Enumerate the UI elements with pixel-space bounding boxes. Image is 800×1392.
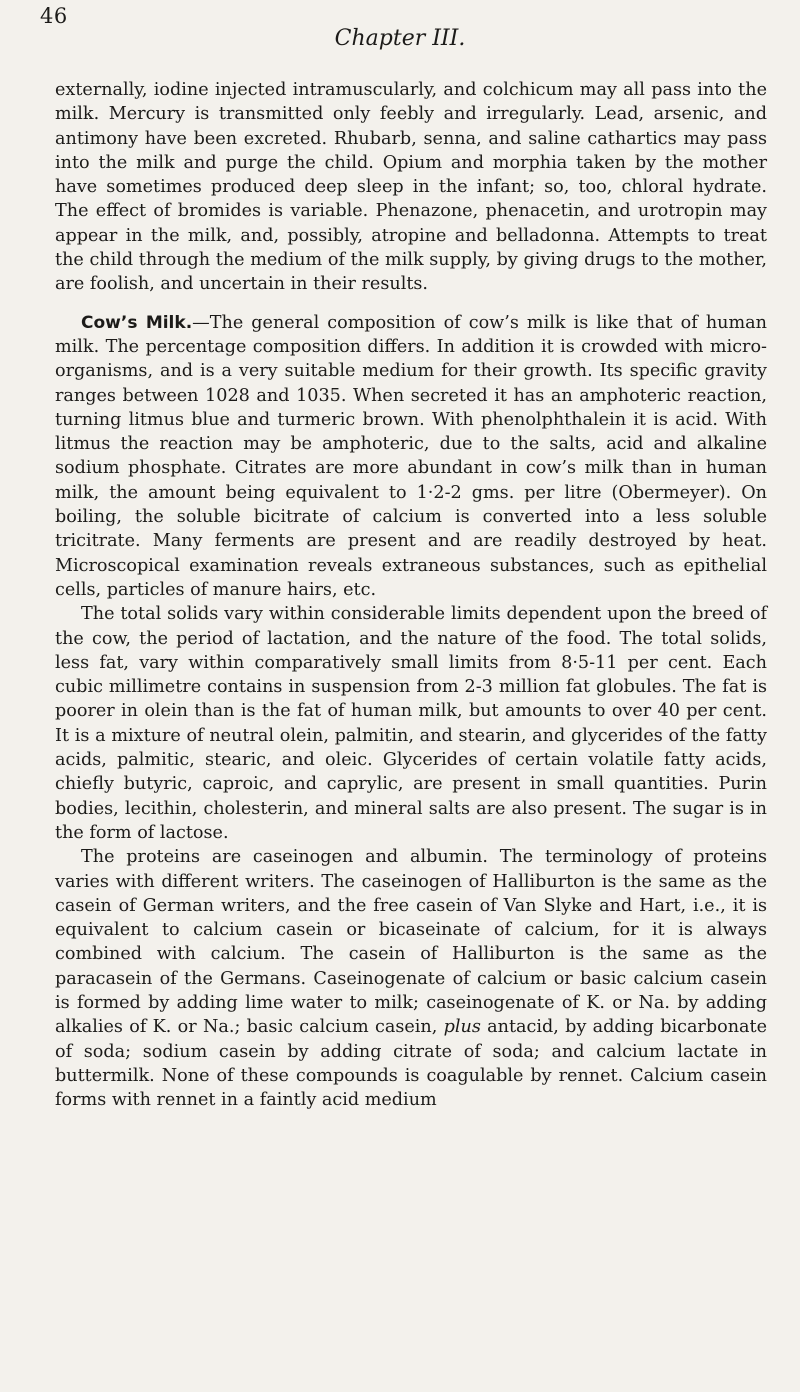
paragraph-cows-milk <box>55 311 767 603</box>
paragraph-drug-excretion: externally, iodine injected intramuscularly, and colchicum may all pass into the milk. Mercury is transmitted only feebly and irregularly. Lead, arsenic, and antimony have been excreted. Rhubarb, senna, and saline cathartics may pass into the milk and purge the child. Opium and morphia taken by the mother have sometimes produced deep sleep in the infant; so, too, chloral hydrate. The effect of bromides is variable. Phenazone, phenacetin, and urotropin may appear in the milk, and, possibly, atropine and belladonna. Attempts to treat the child through the medium of the milk supply, by giving drugs to the mother, are foolish, and uncertain in their results. <box>55 80 767 295</box>
paragraph-cows-milk-text: —The general composition of cow’s milk is like that of human milk. The percentage composition differs. In addition it is crowded with micro-organisms, and is a very suitable medium for their growth. Its specific gravity ranges between 1028 and 1035. When secreted it has an amphoteric reaction, turning litmus blue and turmeric brown. With phenolphthalein it is acid. With litmus the reaction may be amphoteric, due to the salts, acid and alkaline sodium phosphate. Citrates are more abundant in cow’s milk than in human milk, the amount being equivalent to 1·2-2 gms. per litre (Obermeyer). On boiling, the soluble bicitrate of calcium is converted into a less soluble tricitrate. Many ferments are present and are readily destroyed by heat. Microscopical examination reveals extraneous substances, such as epithelial cells, particles of manure hairs, etc. <box>55 312 767 600</box>
paragraph-proteins <box>55 845 767 1112</box>
paragraph-total-solids: The total solids vary within considerable limits dependent upon the breed of the cow, the period of lactation, and the nature of the food. The total solids, less fat, vary within comparatively small limits from 8·5-11 per cent. Each cubic millimetre contains in suspension from 2-3 million fat globules. The fat is poorer in olein than is the fat of human milk, but amounts to over 40 per cent. It is a mixture of neutral olein, palmitin, and stearin, and glycerides of the fatty acids, palmitic, stearic, and oleic. Glycerides of certain volatile fatty acids, chiefly butyric, caproic, and caprylic, are present in small quantities. Purin bodies, lecithin, cholesterin, and mineral salts are also present. The sugar is in the form of lactose. <box>55 604 767 843</box>
page-number: 46 <box>40 4 68 28</box>
paragraph-proteins-text-a: The proteins are caseinogen and albumin. The terminology of proteins varies with different writers. The caseinogen of Halliburton is the same as the casein of German writers, and the free casein of Van Slyke and Hart, i.e., it is equivalent to calcium casein or bicaseinate of calcium, for it is always combined with calcium. The casein of Halliburton is the same as the paracasein of the Germans. Caseinogenate of calcium or basic calcium casein is formed by adding lime water to milk; caseinogenate of K. or Na. by adding alkalies of K. or Na.; basic calcium casein, <box>55 847 767 1038</box>
section-heading-cows-milk: Cow’s Milk. <box>81 312 193 333</box>
paragraph-proteins-text-b: antacid, by adding bicarbonate of soda; sodium casein by adding citrate of soda; and calcium lactate in buttermilk. None of these compounds is coagulable by rennet. Calcium casein forms with rennet in a faintly acid medium <box>55 1017 768 1111</box>
italic-plus: plus <box>443 1017 481 1038</box>
chapter-heading: Chapter III. <box>334 26 466 51</box>
body-text <box>55 78 767 1112</box>
